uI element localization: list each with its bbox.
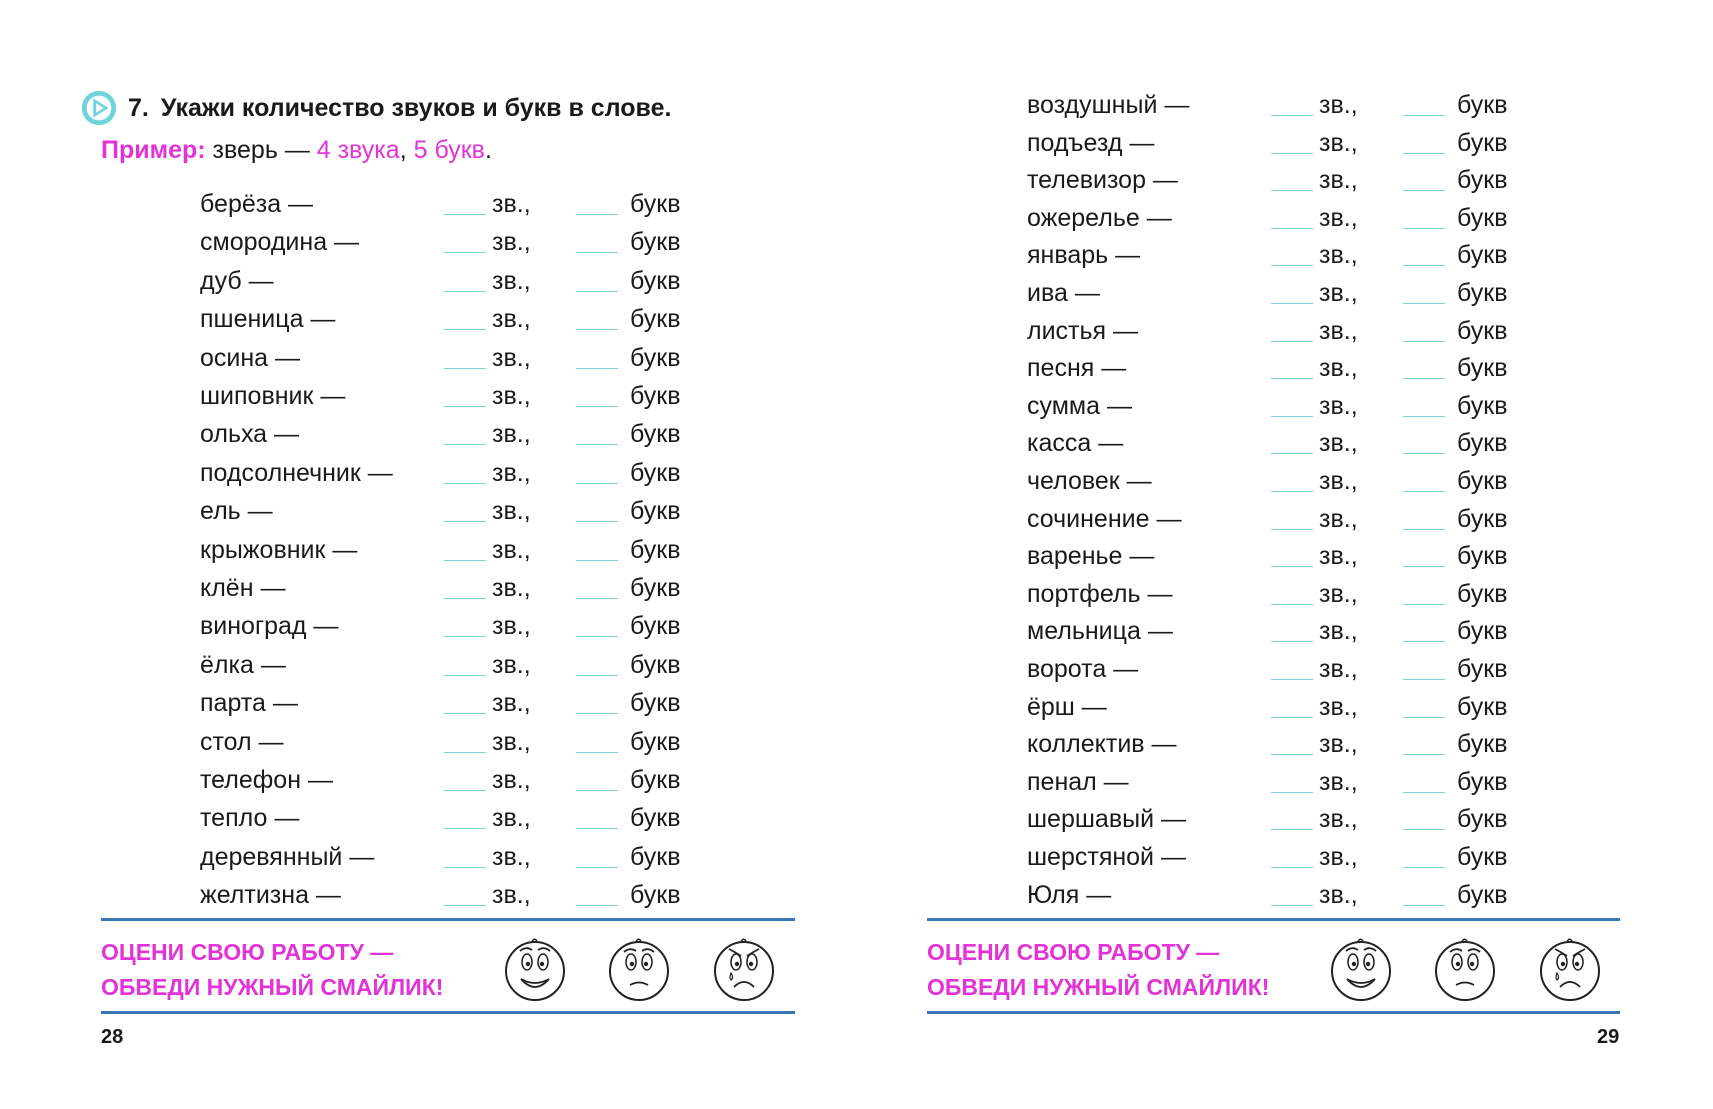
word-text: парта — [200,689,298,718]
sounds-unit-label: зв., [492,497,531,526]
happy-smiley-icon[interactable] [503,935,567,1003]
sounds-answer-blank[interactable] [1271,153,1313,154]
word-text: ожерелье — [1027,203,1172,232]
word-text: ёрш — [1027,692,1107,721]
word-row [856,88,1712,122]
neutral-smiley-icon[interactable] [1433,935,1497,1003]
word-text: портфель — [1027,579,1173,608]
sounds-answer-blank[interactable] [444,867,486,868]
word-text: смородина — [200,228,360,257]
sounds-unit-label: зв., [1319,203,1358,232]
word-row [0,878,856,912]
word-row [856,727,1712,761]
letters-unit-label: букв [1457,429,1508,458]
self-rating-text [101,935,443,1005]
sounds-unit-label: зв., [492,842,531,871]
word-text: деревянный — [200,842,375,871]
letters-unit-label: букв [1457,767,1508,796]
sounds-unit-label: зв., [492,766,531,794]
word-text: ива — [1027,279,1100,307]
neutral-smiley-icon[interactable] [607,935,671,1003]
sounds-answer-blank[interactable] [1271,378,1313,379]
sounds-unit-label: зв., [1319,692,1358,721]
sounds-unit-label: зв., [1319,166,1358,195]
word-row [856,351,1712,385]
letters-answer-blank[interactable] [1403,529,1445,530]
letters-answer-blank[interactable] [1403,228,1445,229]
word-text: телевизор — [1027,166,1178,195]
word-text: пенал — [1027,767,1129,796]
letters-answer-blank[interactable] [576,905,618,906]
example-word: зверь — [205,136,317,164]
sounds-unit-label: зв., [492,689,531,718]
word-row [0,341,856,375]
sounds-unit-label: зв., [1319,542,1358,571]
word-row [856,614,1712,648]
word-row [0,686,856,720]
sounds-answer-blank[interactable] [444,752,486,753]
self-rating-box [101,918,795,1014]
letters-answer-blank[interactable] [576,214,618,215]
word-text: шерстяной — [1027,843,1186,871]
letters-answer-blank[interactable] [576,752,618,753]
sounds-unit-label: зв., [1319,880,1358,909]
word-text: коллектив — [1027,730,1177,759]
sounds-answer-blank[interactable] [444,598,486,599]
word-row [856,652,1712,686]
letters-unit-label: букв [630,305,681,334]
letters-unit-label: букв [630,842,681,871]
word-row [856,426,1712,460]
letters-answer-blank[interactable] [1403,378,1445,379]
letters-unit-label: букв [630,727,681,756]
word-text: январь — [1027,241,1141,270]
word-text: телефон — [200,766,333,794]
sounds-answer-blank[interactable] [1271,303,1313,304]
word-row [856,878,1712,912]
letters-answer-blank[interactable] [576,560,618,561]
letters-unit-label: букв [1457,391,1508,420]
word-row [0,225,856,259]
letters-unit-label: букв [630,766,681,794]
word-row [0,187,856,221]
letters-answer-blank[interactable] [1403,829,1445,830]
letters-unit-label: букв [1457,579,1508,608]
word-text: воздушный — [1027,91,1190,119]
sounds-answer-blank[interactable] [444,790,486,791]
example-label: Пример: [101,136,206,164]
letters-unit-label: букв [630,689,681,718]
letters-answer-blank[interactable] [576,790,618,791]
letters-answer-blank[interactable] [1403,679,1445,680]
letters-answer-blank[interactable] [576,636,618,637]
word-row [856,502,1712,536]
sounds-answer-blank[interactable] [1271,529,1313,530]
sounds-answer-blank[interactable] [1271,867,1313,868]
letters-unit-label: букв [1457,467,1508,495]
letters-unit-label: букв [1457,617,1508,646]
word-row [0,763,856,797]
word-text: дуб — [200,266,274,295]
word-row [856,765,1712,799]
sounds-unit-label: зв., [1319,241,1358,270]
word-row [0,379,856,413]
word-text: ворота — [1027,655,1139,683]
sounds-answer-blank[interactable] [1271,905,1313,906]
sounds-answer-blank[interactable] [444,636,486,637]
word-row [856,276,1712,310]
word-row [856,690,1712,724]
sounds-answer-blank[interactable] [444,368,486,369]
letters-answer-blank[interactable] [576,598,618,599]
word-text: желтизна — [200,881,341,910]
sounds-unit-label: зв., [492,574,531,602]
sounds-unit-label: зв., [492,612,531,641]
letters-unit-label: букв [630,881,681,910]
sounds-answer-blank[interactable] [1271,792,1313,793]
word-text: ель — [200,497,273,526]
letters-unit-label: букв [1457,730,1508,759]
word-row [0,264,856,298]
word-row [0,302,856,336]
word-text: подъезд — [1027,128,1155,157]
letters-answer-blank[interactable] [1403,190,1445,191]
word-text: шершавый — [1027,805,1186,834]
word-row [0,725,856,759]
letters-unit-label: букв [1457,504,1508,533]
word-text: Юля — [1027,880,1112,909]
self-rating-text [927,935,1269,1005]
word-row [856,126,1712,160]
sounds-unit-label: зв., [492,804,531,833]
sounds-answer-blank[interactable] [444,521,486,522]
sounds-answer-blank[interactable] [1271,566,1313,567]
letters-unit-label: букв [630,574,681,602]
letters-unit-label: букв [1457,805,1508,834]
self-rating-line2: ОБВЕДИ НУЖНЫЙ СМАЙЛИК! [101,974,444,1000]
letters-unit-label: букв [630,343,681,372]
word-row [856,840,1712,874]
sounds-unit-label: зв., [1319,617,1358,646]
sounds-answer-blank[interactable] [444,713,486,714]
word-row [0,571,856,605]
word-text: песня — [1027,354,1127,383]
sounds-unit-label: зв., [492,190,531,218]
word-text: виноград — [200,612,339,641]
letters-answer-blank[interactable] [1403,754,1445,755]
word-text: сочинение — [1027,504,1182,533]
letters-unit-label: букв [1457,279,1508,307]
word-text: ёлка — [200,650,286,679]
letters-unit-label: букв [630,382,681,410]
sounds-unit-label: зв., [1319,279,1358,307]
word-text: ольха — [200,420,300,449]
word-text: человек — [1027,467,1152,495]
letters-answer-blank[interactable] [1403,303,1445,304]
word-text: сумма — [1027,391,1132,420]
sounds-unit-label: зв., [492,382,531,410]
word-row [856,802,1712,836]
sounds-unit-label: зв., [1319,467,1358,495]
word-text: пшеница — [200,305,336,334]
letters-answer-blank[interactable] [576,867,618,868]
letters-unit-label: букв [630,535,681,564]
word-row [856,539,1712,573]
letters-answer-blank[interactable] [1403,867,1445,868]
letters-unit-label: букв [630,612,681,641]
letters-answer-blank[interactable] [1403,717,1445,718]
letters-answer-blank[interactable] [576,252,618,253]
word-row [856,163,1712,197]
letters-answer-blank[interactable] [1403,491,1445,492]
sounds-answer-blank[interactable] [444,828,486,829]
letters-unit-label: букв [630,266,681,295]
letters-unit-label: букв [1457,91,1508,119]
word-text: касса — [1027,429,1124,458]
word-row [0,609,856,643]
sounds-unit-label: зв., [492,727,531,756]
letters-answer-blank[interactable] [1403,341,1445,342]
word-row [0,801,856,835]
sounds-answer-blank[interactable] [1271,115,1313,116]
sounds-answer-blank[interactable] [1271,341,1313,342]
sounds-answer-blank[interactable] [444,214,486,215]
sounds-unit-label: зв., [492,650,531,679]
sounds-answer-blank[interactable] [444,329,486,330]
sounds-answer-blank[interactable] [1271,829,1313,830]
sounds-answer-blank[interactable] [444,560,486,561]
sounds-unit-label: зв., [1319,429,1358,458]
letters-answer-blank[interactable] [1403,453,1445,454]
sounds-unit-label: зв., [1319,730,1358,759]
task-number: 7. [128,93,149,122]
self-rating-box [927,918,1620,1014]
letters-unit-label: букв [630,650,681,679]
example-line [101,136,492,165]
sounds-answer-blank[interactable] [1271,754,1313,755]
letters-answer-blank[interactable] [1403,153,1445,154]
letters-answer-blank[interactable] [1403,792,1445,793]
letters-answer-blank[interactable] [1403,905,1445,906]
letters-answer-blank[interactable] [1403,416,1445,417]
self-rating-line1: ОЦЕНИ СВОЮ РАБОТУ — [927,939,1220,965]
sounds-unit-label: зв., [1319,767,1358,796]
self-rating-line2: ОБВЕДИ НУЖНЫЙ СМАЙЛИК! [927,974,1270,1000]
sounds-unit-label: зв., [1319,391,1358,420]
letters-answer-blank[interactable] [576,329,618,330]
task-header [80,88,671,128]
word-text: стол — [200,727,284,756]
sounds-unit-label: зв., [492,305,531,334]
right-page [856,0,1713,1109]
sounds-answer-blank[interactable] [444,675,486,676]
sounds-unit-label: зв., [492,266,531,295]
task-title: Укажи количество звуков и букв в слове. [160,93,672,122]
letters-answer-blank[interactable] [1403,641,1445,642]
word-text: осина — [200,343,301,372]
word-text: листья — [1027,316,1139,345]
word-text: шиповник — [200,382,346,410]
sounds-answer-blank[interactable] [1271,491,1313,492]
sounds-answer-blank[interactable] [444,444,486,445]
word-row [0,840,856,874]
word-text: варенье — [1027,542,1155,571]
word-text: подсолнечник — [200,458,393,487]
sounds-unit-label: зв., [1319,316,1358,345]
letters-answer-blank[interactable] [576,291,618,292]
letters-answer-blank[interactable] [1403,604,1445,605]
sad-smiley-icon[interactable] [712,935,776,1003]
letters-unit-label: букв [1457,316,1508,345]
sounds-unit-label: зв., [1319,805,1358,834]
sounds-answer-blank[interactable] [444,905,486,906]
letters-answer-blank[interactable] [576,675,618,676]
letters-unit-label: букв [1457,203,1508,232]
sounds-unit-label: зв., [492,420,531,449]
word-text: берёза — [200,190,314,218]
word-text: клён — [200,574,286,602]
word-row [0,494,856,528]
letters-unit-label: букв [630,190,681,218]
letters-unit-label: букв [1457,880,1508,909]
letters-unit-label: букв [1457,655,1508,683]
letters-answer-blank[interactable] [576,406,618,407]
sounds-answer-blank[interactable] [1271,641,1313,642]
sounds-unit-label: зв., [1319,91,1358,119]
word-row [856,389,1712,423]
sounds-answer-blank[interactable] [1271,416,1313,417]
letters-unit-label: букв [1457,166,1508,195]
letters-answer-blank[interactable] [1403,566,1445,567]
sad-smiley-icon[interactable] [1538,935,1602,1003]
letters-answer-blank[interactable] [1403,115,1445,116]
letters-unit-label: букв [630,228,681,257]
sounds-answer-blank[interactable] [444,483,486,484]
sounds-answer-blank[interactable] [1271,228,1313,229]
happy-smiley-icon[interactable] [1329,935,1393,1003]
letters-unit-label: букв [630,804,681,833]
sounds-unit-label: зв., [492,458,531,487]
page-number: 29 [1597,1026,1620,1048]
example-sounds: 4 звука [316,136,400,164]
letters-answer-blank[interactable] [576,444,618,445]
letters-unit-label: букв [1457,843,1508,871]
letters-answer-blank[interactable] [576,713,618,714]
word-row [0,533,856,567]
word-row [856,201,1712,235]
sounds-answer-blank[interactable] [1271,604,1313,605]
letters-unit-label: букв [1457,354,1508,383]
sounds-unit-label: зв., [492,343,531,372]
letters-unit-label: букв [630,497,681,526]
sounds-answer-blank[interactable] [444,252,486,253]
sounds-answer-blank[interactable] [1271,265,1313,266]
word-text: крыжовник — [200,535,358,564]
example-period: . [484,136,492,164]
page-number: 28 [101,1026,124,1048]
sounds-unit-label: зв., [492,228,531,257]
letters-unit-label: букв [1457,128,1508,157]
letters-answer-blank[interactable] [576,483,618,484]
sounds-answer-blank[interactable] [1271,717,1313,718]
word-row [856,577,1712,611]
letters-unit-label: букв [1457,692,1508,721]
sounds-answer-blank[interactable] [1271,679,1313,680]
sounds-answer-blank[interactable] [444,406,486,407]
word-row [0,648,856,682]
letters-answer-blank[interactable] [576,828,618,829]
letters-unit-label: букв [630,420,681,449]
word-row [856,314,1712,348]
example-comma: , [399,136,414,164]
example-letters: 5 букв [413,136,485,164]
self-rating-line1: ОЦЕНИ СВОЮ РАБОТУ — [101,939,394,965]
letters-unit-label: букв [630,458,681,487]
sounds-unit-label: зв., [1319,128,1358,157]
word-row [0,456,856,490]
letters-answer-blank[interactable] [576,521,618,522]
sounds-unit-label: зв., [492,881,531,910]
letters-unit-label: букв [1457,241,1508,270]
word-text: тепло — [200,804,300,833]
sounds-unit-label: зв., [1319,579,1358,608]
letters-answer-blank[interactable] [1403,265,1445,266]
word-row [0,417,856,451]
letters-answer-blank[interactable] [576,368,618,369]
sounds-unit-label: зв., [492,535,531,564]
letters-unit-label: букв [1457,542,1508,571]
sounds-answer-blank[interactable] [1271,190,1313,191]
word-row [856,238,1712,272]
sounds-unit-label: зв., [1319,843,1358,871]
sounds-unit-label: зв., [1319,504,1358,533]
sounds-unit-label: зв., [1319,655,1358,683]
word-row [856,464,1712,498]
sounds-answer-blank[interactable] [444,291,486,292]
sounds-unit-label: зв., [1319,354,1358,383]
word-text: мельница — [1027,617,1173,646]
play-circle-icon [80,89,118,127]
left-page [0,0,856,1109]
sounds-answer-blank[interactable] [1271,453,1313,454]
